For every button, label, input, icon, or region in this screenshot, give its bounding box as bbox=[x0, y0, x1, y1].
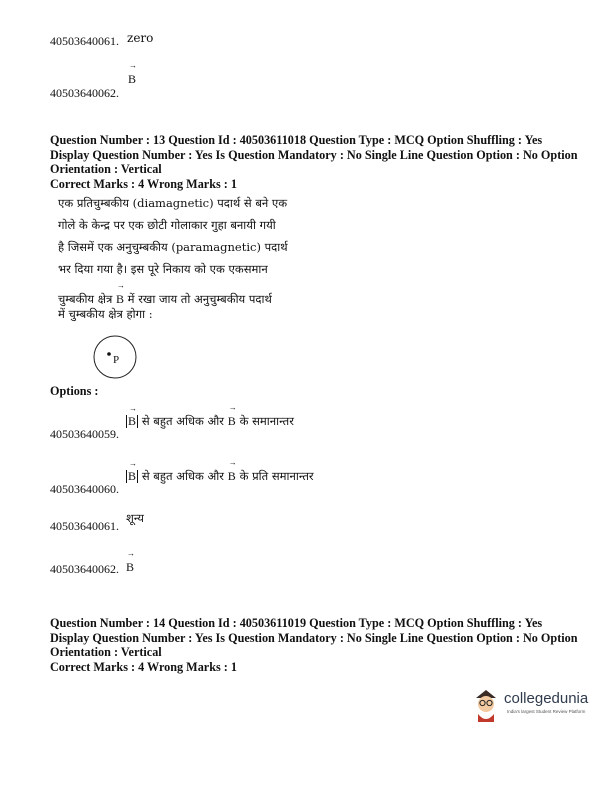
option-id: 40503640062. bbox=[50, 86, 119, 100]
question-header: Question Number : 14 Question Id : 40503611019 Question Type : MCQ Option Shuffling : Yes Display Question Number : Yes Is Question Mandatory : No Single Line Question Option : No Option Orientation : Vertical Correct Marks : 4 Wrong Marks : 1 bbox=[50, 616, 578, 674]
brand-name: collegedunia bbox=[504, 690, 589, 707]
option-id: 40503640061. bbox=[50, 34, 119, 48]
collegedunia-watermark bbox=[470, 686, 600, 726]
option-text: → B से बहुत अधिक और → B के समानान्तर bbox=[128, 403, 294, 428]
question-header: Question Number : 13 Question Id : 40503611018 Question Type : MCQ Option Shuffling : Yes Display Question Number : Yes Is Question Mandatory : No Single Line Question Option : No Option Orientation : Vertical Correct Marks : 4 Wrong Marks : 1 bbox=[50, 133, 578, 191]
question-text-line: एक प्रतिचुम्बकीय (diamagnetic) पदार्थ से बने एक bbox=[58, 196, 288, 210]
option-id: 40503640060. bbox=[50, 482, 119, 496]
question-text-line: में चुम्बकीय क्षेत्र होगा : bbox=[58, 307, 153, 321]
mascot-icon bbox=[470, 688, 502, 724]
vector-b-symbol: → B bbox=[128, 61, 137, 86]
option-id: 40503640059. bbox=[50, 427, 119, 441]
question-text-line: भर दिया गया है। इस पूरे निकाय को एक एकसमान bbox=[58, 262, 268, 276]
option-id: 40503640061. bbox=[50, 519, 119, 533]
option-text: → B से बहुत अधिक और → B के प्रति समानान्तर bbox=[128, 458, 314, 483]
brand-tagline: India's largest Student Review Platform bbox=[507, 709, 586, 714]
question-text-line: गोले के केन्द्र पर एक छोटी गोलाकार गुहा बनायी गयी bbox=[58, 218, 276, 232]
options-label: Options : bbox=[50, 384, 99, 398]
vector-b-symbol: → B bbox=[126, 549, 135, 574]
option-text: zero bbox=[127, 31, 154, 45]
question-text-line: है जिसमें एक अनुचुम्बकीय (paramagnetic) पदार्थ bbox=[58, 240, 288, 254]
cavity-point bbox=[107, 352, 111, 356]
point-label: P bbox=[113, 354, 120, 366]
option-id: 40503640062. bbox=[50, 562, 119, 576]
option-text: शून्य bbox=[126, 511, 144, 525]
question-text-line: चुम्बकीय क्षेत्र → B में रखा जाय तो अनुचुम्बकीय पदार्थ bbox=[58, 281, 272, 306]
